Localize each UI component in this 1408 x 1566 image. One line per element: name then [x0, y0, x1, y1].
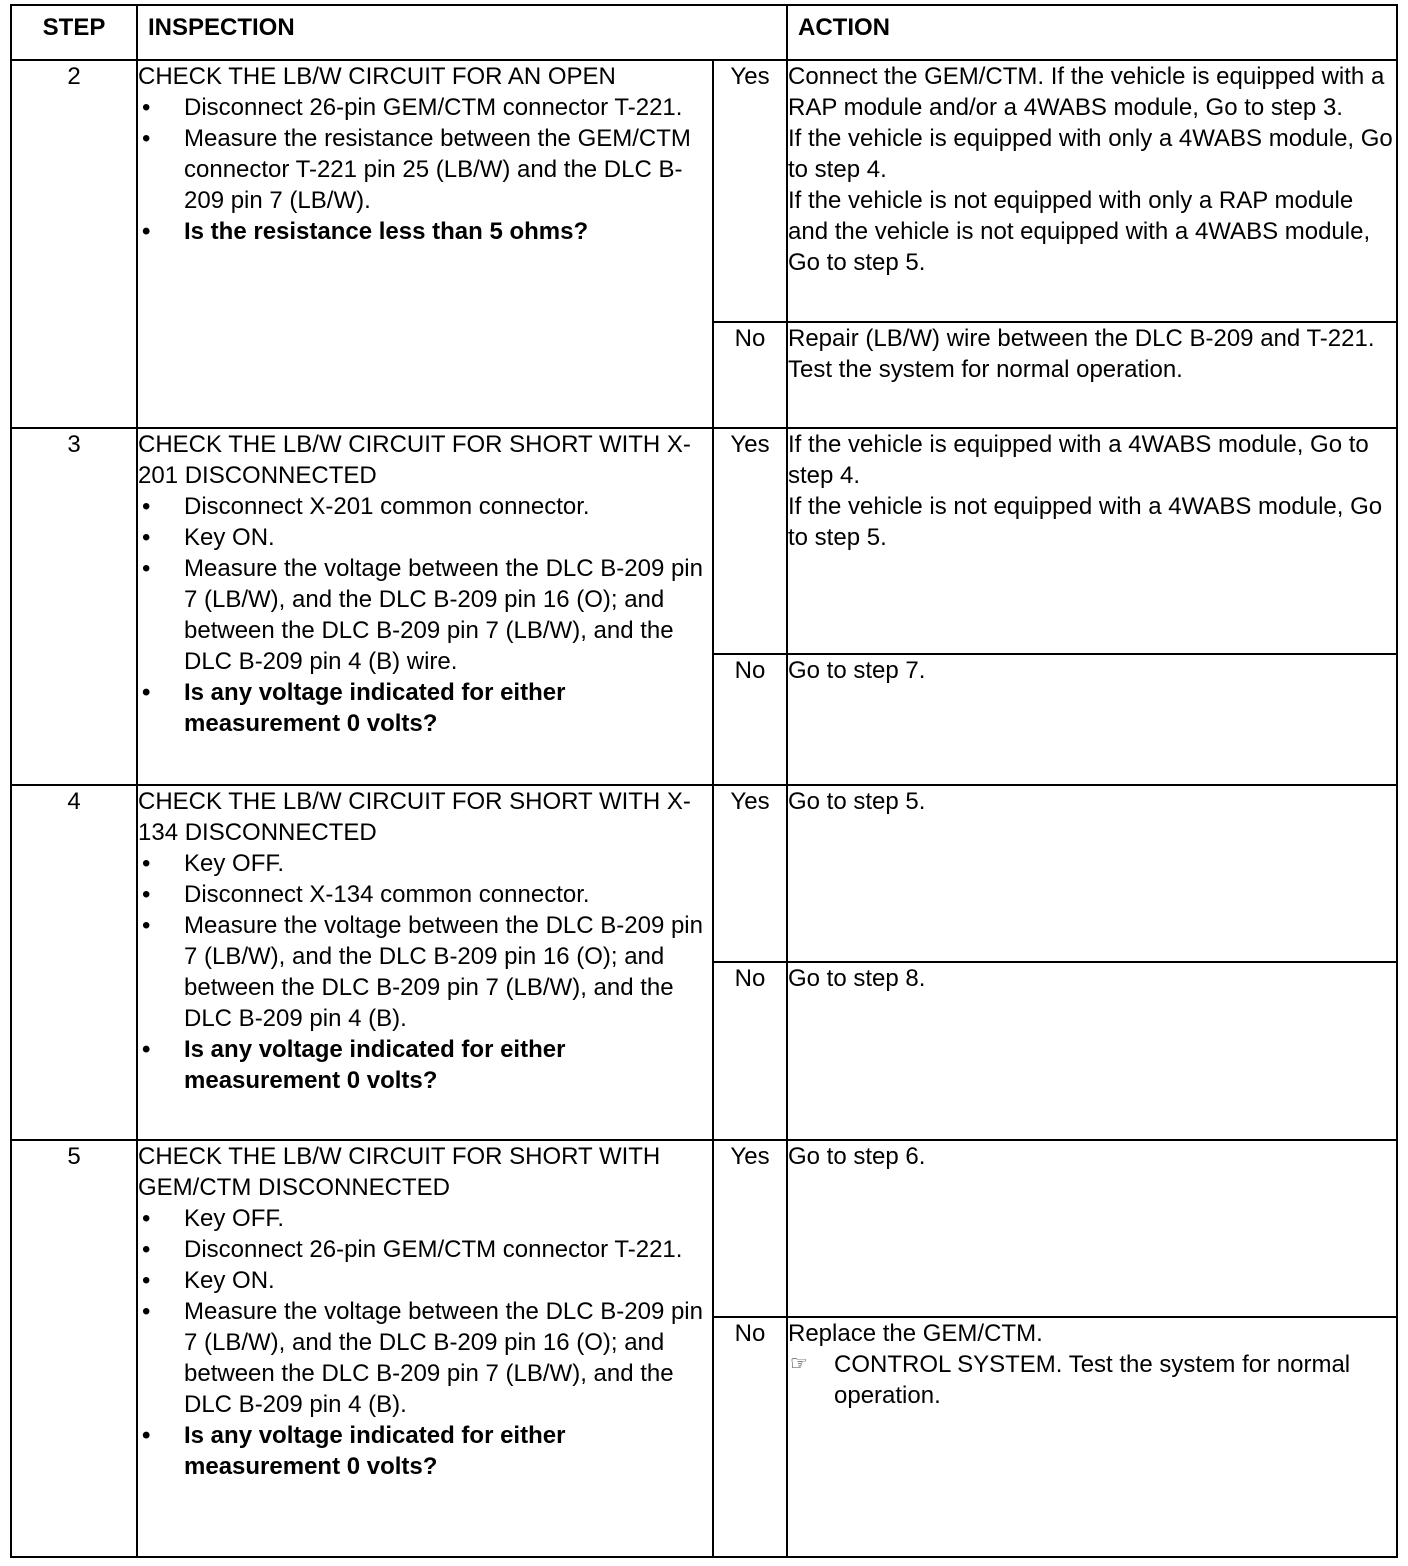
step-number: 2	[11, 60, 137, 428]
step-row-yes	[11, 785, 1397, 962]
no-action	[787, 322, 1397, 428]
inspection-cell	[137, 785, 713, 1140]
yes-label: Yes	[713, 428, 787, 654]
no-action	[787, 1317, 1397, 1557]
action-line: If the vehicle is not equipped with only a RAP module and the vehicle is not equipped with a 4WABS module, Go to step 5.	[788, 187, 1371, 276]
yes-action	[787, 1140, 1397, 1317]
action-line: Go to step 8.	[788, 965, 926, 992]
action-line: Go to step 5.	[788, 788, 926, 815]
inspection-item: • Key OFF.	[138, 848, 712, 879]
inspection-title: CHECK THE LB/W CIRCUIT FOR AN OPEN	[138, 63, 616, 90]
step-row-yes	[11, 428, 1397, 654]
inspection-item: • Disconnect X-134 common connector.	[138, 879, 712, 910]
inspection-cell	[137, 60, 713, 428]
action-line: Go to step 7.	[788, 657, 926, 684]
action-line: Repair (LB/W) wire between the DLC B-209 and T-221. Test the system for normal operation.	[788, 325, 1375, 383]
inspection-item: • Measure the resistance between the GEM/CTM connector T-221 pin 25 (LB/W) and the DLC B-209 pin 7 (LB/W).	[138, 123, 712, 216]
inspection-title: CHECK THE LB/W CIRCUIT FOR SHORT WITH X-201 DISCONNECTED	[138, 431, 691, 489]
inspection-title: CHECK THE LB/W CIRCUIT FOR SHORT WITH X-134 DISCONNECTED	[138, 788, 691, 846]
action-line: If the vehicle is equipped with only a 4WABS module, Go to step 4.	[788, 125, 1393, 183]
inspection-item: • Disconnect X-201 common connector.	[138, 491, 712, 522]
no-label: No	[713, 654, 787, 785]
inspection-item: • Key ON.	[138, 522, 712, 553]
inspection-item: • Disconnect 26-pin GEM/CTM connector T-221.	[138, 1234, 712, 1265]
inspection-cell	[137, 1140, 713, 1557]
yes-label: Yes	[713, 785, 787, 962]
yes-action	[787, 60, 1397, 322]
step-number: 5	[11, 1140, 137, 1557]
no-label: No	[713, 962, 787, 1140]
inspection-item: • Disconnect 26-pin GEM/CTM connector T-221.	[138, 92, 712, 123]
inspection-cell	[137, 428, 713, 785]
yes-label: Yes	[713, 1140, 787, 1317]
inspection-item: • Measure the voltage between the DLC B-209 pin 7 (LB/W), and the DLC B-209 pin 16 (O); and between the DLC B-209 pin 7 (LB/W), and the DLC B-209 pin 4 (B) wire.	[138, 553, 712, 677]
step-number: 3	[11, 428, 137, 785]
step-row-yes	[11, 1140, 1397, 1317]
inspection-question: • Is any voltage indicated for either measurement 0 volts?	[138, 1034, 712, 1096]
reference-line	[788, 1349, 1396, 1411]
yes-action	[787, 785, 1397, 962]
header-step: STEP	[11, 5, 137, 60]
action-line: If the vehicle is equipped with a 4WABS module, Go to step 4.	[788, 431, 1369, 489]
no-label: No	[713, 1317, 787, 1557]
inspection-question: • Is the resistance less than 5 ohms?	[138, 216, 712, 247]
step-number: 4	[11, 785, 137, 1140]
inspection-item: • Key OFF.	[138, 1203, 712, 1234]
action-line: Go to step 6.	[788, 1143, 926, 1170]
reference-text: CONTROL SYSTEM. Test the system for normal operation.	[834, 1351, 1351, 1409]
inspection-title: CHECK THE LB/W CIRCUIT FOR SHORT WITH GEM/CTM DISCONNECTED	[138, 1143, 661, 1201]
inspection-item: • Measure the voltage between the DLC B-209 pin 7 (LB/W), and the DLC B-209 pin 16 (O); and between the DLC B-209 pin 7 (LB/W), and the DLC B-209 pin 4 (B).	[138, 1296, 712, 1420]
header-action: ACTION	[787, 5, 1397, 60]
diagnostic-table	[10, 4, 1398, 1558]
pointing-hand-icon: ☞	[790, 1353, 808, 1375]
no-label: No	[713, 322, 787, 428]
action-line: If the vehicle is not equipped with a 4WABS module, Go to step 5.	[788, 493, 1383, 551]
inspection-item: • Key ON.	[138, 1265, 712, 1296]
no-action	[787, 962, 1397, 1140]
yes-action	[787, 428, 1397, 654]
inspection-question: • Is any voltage indicated for either measurement 0 volts?	[138, 677, 712, 739]
no-action	[787, 654, 1397, 785]
yes-label: Yes	[713, 60, 787, 322]
inspection-item: • Measure the voltage between the DLC B-209 pin 7 (LB/W), and the DLC B-209 pin 16 (O); and between the DLC B-209 pin 7 (LB/W), and the DLC B-209 pin 4 (B).	[138, 910, 712, 1034]
action-line: Replace the GEM/CTM.	[788, 1320, 1043, 1347]
inspection-question: • Is any voltage indicated for either measurement 0 volts?	[138, 1420, 712, 1482]
action-line: Connect the GEM/CTM. If the vehicle is equipped with a RAP module and/or a 4WABS module, Go to step 3.	[788, 63, 1385, 121]
header-inspection: INSPECTION	[137, 5, 787, 60]
header-row	[11, 5, 1397, 60]
step-row-yes	[11, 60, 1397, 322]
